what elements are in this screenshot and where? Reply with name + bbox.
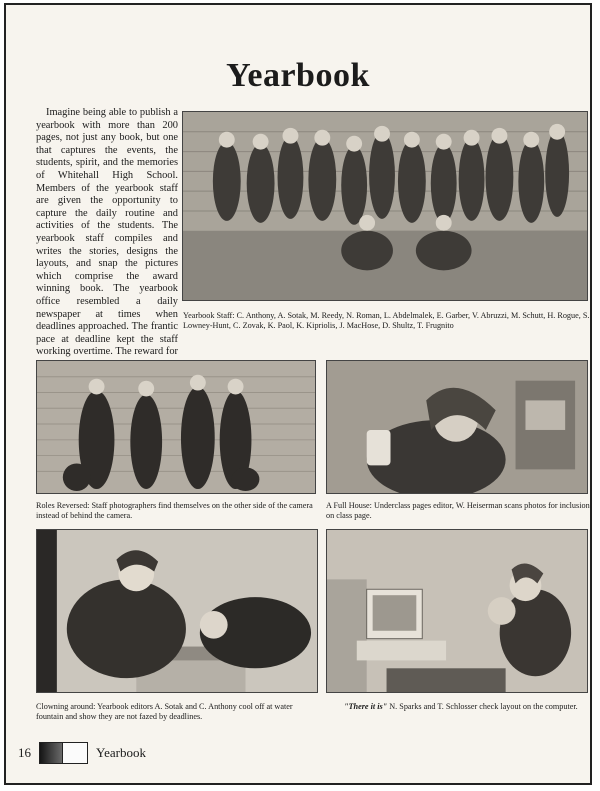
group-photo-caption: Yearbook Staff: C. Anthony, A. Sotak, M. Reedy, N. Roman, L. Abdelmalek, E. Garber, V. Abruzzi, M. Schutt, H. Rogue, S. Lowney-Hunt, C. Zovak, K. Paol, K. Kipriolis, J. MacHose, D. Shultz, T. Frugnito: [183, 311, 590, 330]
scanner-caption: A Full House: Underclass pages editor, W. Heiserman scans photos for inclusion on class page.: [326, 501, 590, 520]
yearbook-page: [4, 3, 592, 785]
page-footer: [18, 741, 146, 765]
computer-photo-image: [327, 530, 587, 692]
footer-section-label: Yearbook: [96, 745, 146, 760]
computer-caption: [344, 702, 594, 712]
footer-light-block: [63, 742, 88, 764]
scanner-photo-image: [327, 361, 587, 493]
water-fountain-photo-image: [37, 530, 317, 692]
group-photo-image: [183, 112, 587, 300]
page-title: Yearbook: [226, 57, 370, 94]
computer-caption-lead: "There it is": [344, 702, 388, 711]
computer-caption-text: N. Sparks and T. Schlosser check layout on the computer.: [387, 702, 578, 711]
photographers-caption: Roles Reversed: Staff photographers find themselves on the other side of the camera instead of behind the camera.: [36, 501, 313, 520]
photographers-photo-image: [37, 361, 315, 493]
intro-paragraph: Imagine being able to publish a yearbook with more than 200 pages, not just any book, but one that captures the events, the students, spirit, and the memories of Whitehall High School. Members of the yearbook staff are given the opportunity to capture the daily routine and activities of the students. The yearbook staff compiles and writes the stories, designs the layouts, and snap the pictures which comprise the award winning book. The yearbook office resembled a daily newspaper at times when deadlines approached. The frantic pace at deadline kept the staff working overtime. The reward for: [36, 107, 178, 358]
group-photo: [182, 111, 588, 301]
water-fountain-caption: Clowning around: Yearbook editors A. Sotak and C. Anthony cool off at water fountain and show they are not fazed by deadlines.: [36, 702, 293, 721]
page-number: 16: [18, 745, 31, 760]
photographers-photo: [36, 360, 316, 494]
scanner-photo: [326, 360, 588, 494]
footer-dark-block: [39, 742, 63, 764]
computer-photo: [326, 529, 588, 693]
water-fountain-photo: [36, 529, 318, 693]
